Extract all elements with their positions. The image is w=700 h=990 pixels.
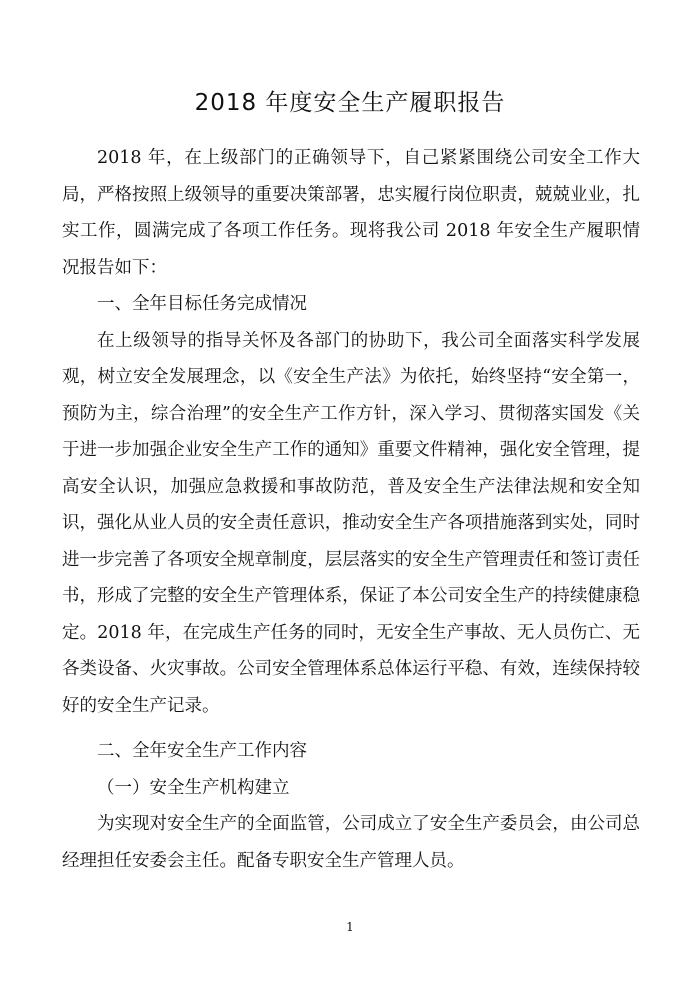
section-1-paragraph: 在上级领导的指导关怀及各部门的协助下，我公司全面落实科学发展观，树立安全发展理念，以《安全生产法》为依托，始终坚持“安全第一，预防为主，综合治理”的安全生产工作方针，深入学习、贯彻落实国发《关于进一步加强企业安全生产工作的通知》重要文件精神，强化安全管理，提高安全认识，加强应急救援和事故防范，普及安全生产法律法规和安全知识，强化从业人员的安全责任意识，推动安全生产各项措施落到实处，同时进一步完善了各项安全规章制度，层层落实的安全生产管理责任和签订责任书，形成了完整的安全生产管理体系，保证了本公司安全生产的持续健康稳定。2018 年，在完成生产任务的同时，无安全生产事故、无人员伤亡、无各类设备、火灾事故。公司安全管理体系总体运行平稳、有效，连续保持较好的安全生产记录。 <box>62 330 640 716</box>
section-2-heading: 二、全年安全生产工作内容 <box>97 741 307 761</box>
page-title: 2018 年度安全生产履职报告 <box>194 90 506 116</box>
section-1-heading: 一、全年目标任务完成情况 <box>97 294 307 314</box>
document-body <box>62 140 640 879</box>
subsection-1-paragraph: 为实现对安全生产的全面监管，公司成立了安全生产委员会，由公司总经理担任安委会主任。配备专职安全生产管理人员。 <box>62 814 640 871</box>
section-gap <box>62 724 640 733</box>
page-number: 1 <box>346 920 354 934</box>
intro-paragraph: 2018 年，在上级部门的正确领导下，自己紧紧围绕公司安全工作大局，严格按照上级领导的重要决策部署，忠实履行岗位职责，兢兢业业，扎实工作，圆满完成了各项工作任务。现将我公司 2018 年安全生产履职情况报告如下： <box>62 148 640 278</box>
subsection-1-heading: （一）安全生产机构建立 <box>97 777 290 798</box>
